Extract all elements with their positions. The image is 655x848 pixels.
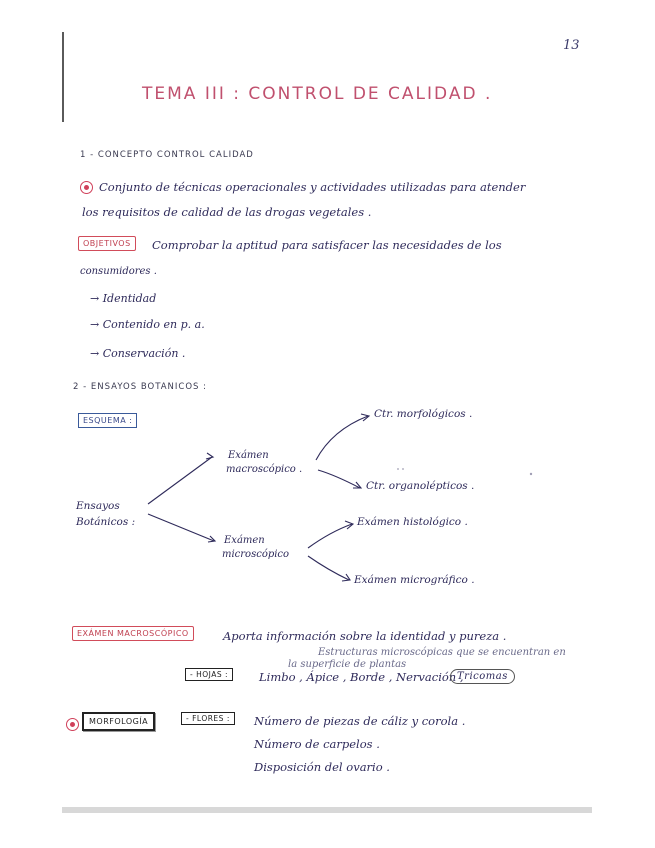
page-title: TEMA III : CONTROL DE CALIDAD . bbox=[142, 84, 493, 104]
objetivos-line-2: consumidores . bbox=[80, 266, 157, 277]
section-2-heading: 2 - ENSAYOS BOTANICOS : bbox=[73, 382, 208, 392]
tree-root-line-1: Ensayos bbox=[76, 500, 120, 512]
morfologia-label: MORFOLOGÍA bbox=[82, 712, 155, 731]
list-item: → Identidad bbox=[90, 292, 157, 305]
hojas-text: Limbo , Ápice , Borde , Nervación , bbox=[259, 670, 464, 684]
bullet-icon bbox=[66, 718, 79, 731]
tricomas-note-line-1: Estructuras microscópicas que se encuentran en bbox=[318, 647, 566, 658]
definition-line-1: Conjunto de técnicas operacionales y actividades utilizadas para atender bbox=[99, 180, 526, 194]
list-item: → Contenido en p. a. bbox=[90, 318, 205, 331]
section-1-heading: 1 - CONCEPTO CONTROL CALIDAD bbox=[80, 150, 254, 160]
tricomas-pill: Tricomas bbox=[450, 669, 515, 684]
examen-macroscopico-label: EXÁMEN MACROSCÓPICO bbox=[72, 626, 194, 641]
esquema-label: ESQUEMA : bbox=[78, 413, 137, 428]
flores-label: - FLORES : bbox=[181, 712, 235, 725]
tree-micro-line-1: Exámen bbox=[224, 535, 265, 546]
tree-macro-line-1: Exámen bbox=[228, 450, 269, 461]
macro-description: Aporta información sobre la identidad y pureza . bbox=[223, 629, 507, 643]
hojas-label: - HOJAS : bbox=[185, 668, 233, 681]
tree-leaf: Ctr. organolépticos . bbox=[366, 480, 475, 492]
objetivos-line-1: Comprobar la aptitud para satisfacer las necesidades de los bbox=[152, 238, 502, 252]
tree-leaf: Exámen micrográfico . bbox=[354, 574, 475, 586]
page-number: 13 bbox=[563, 38, 580, 53]
definition-line-2: los requisitos de calidad de las drogas vegetales . bbox=[82, 205, 372, 219]
tree-root-line-2: Botánicos : bbox=[76, 516, 136, 528]
objetivos-label: OBJETIVOS bbox=[78, 236, 136, 251]
tree-leaf: Ctr. morfológicos . bbox=[374, 408, 473, 420]
flores-item: Número de piezas de cáliz y corola . bbox=[254, 714, 466, 728]
tree-macro-line-2: macroscópico . bbox=[226, 464, 303, 475]
flores-item: Disposición del ovario . bbox=[254, 760, 390, 774]
tree-leaf: Exámen histológico . bbox=[357, 516, 468, 528]
flores-item: Número de carpelos . bbox=[254, 737, 380, 751]
tree-micro-line-2: microscópico bbox=[222, 549, 290, 560]
list-item: → Conservación . bbox=[90, 347, 186, 360]
tricomas-note-line-2: la superficie de plantas bbox=[288, 659, 407, 670]
